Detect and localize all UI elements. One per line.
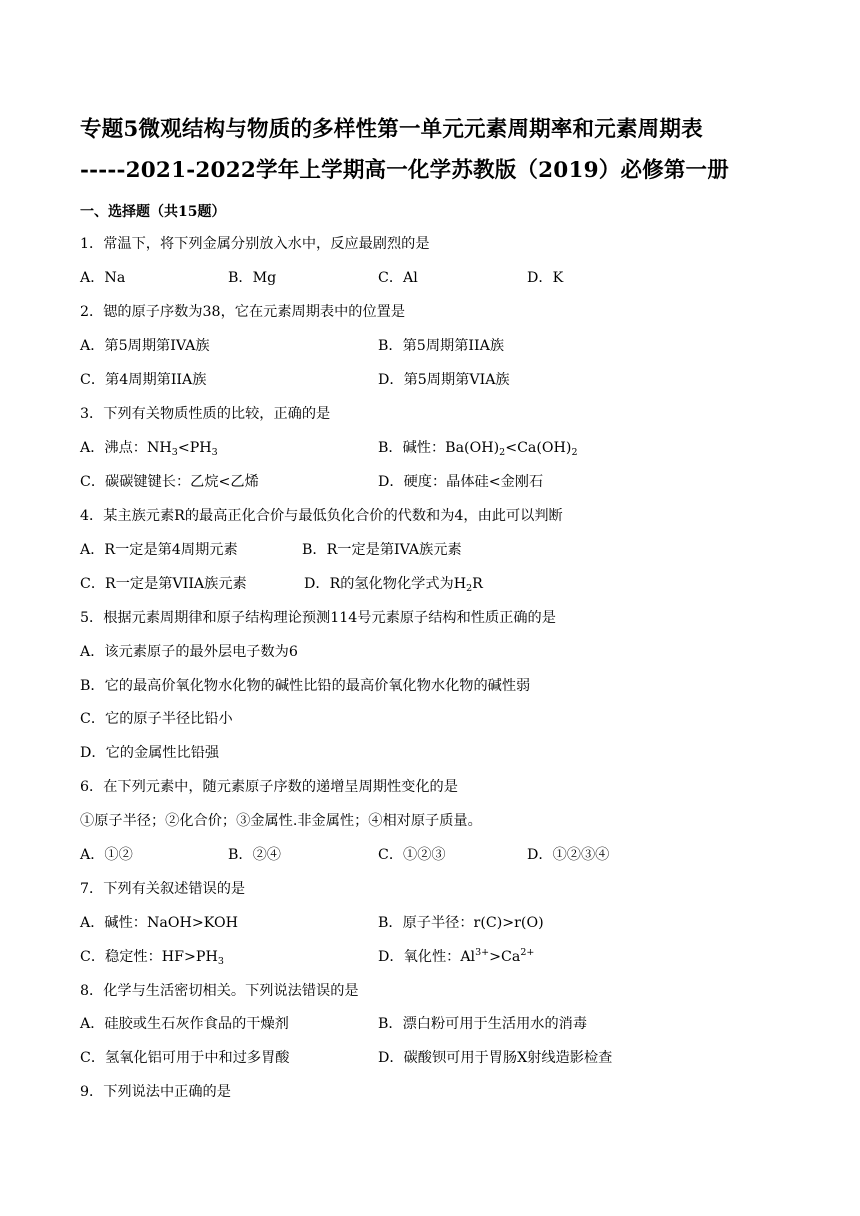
question-3-option-c: C．碳碳键键长：乙烷<乙烯 (80, 474, 259, 490)
question-8-option-b: B．漂白粉可用于生活用水的消毒 (378, 1016, 588, 1032)
section-heading: 一、选择题（共15题） (80, 204, 226, 220)
question-4-option-b: B．R一定是第IVA族元素 (302, 542, 462, 558)
question-4-option-c: C．R一定是第VIIA族元素 (80, 576, 247, 592)
question-7-option-a: A．碱性：NaOH>KOH (80, 915, 238, 931)
question-5-option-c: C．它的原子半径比铅小 (80, 711, 233, 727)
question-3-stem: 3．下列有关物质性质的比较，正确的是 (80, 406, 331, 422)
question-8-option-d: D．碳酸钡可用于胃肠X射线造影检查 (378, 1050, 613, 1066)
question-2-stem: 2．锶的原子序数为38，它在元素周期表中的位置是 (80, 304, 406, 320)
question-2-option-a: A．第5周期第IVA族 (80, 338, 210, 354)
question-1-option-a: A．Na (80, 270, 126, 286)
question-1-option-d: D．K (527, 270, 564, 286)
question-1-stem: 1．常温下，将下列金属分别放入水中，反应最剧烈的是 (80, 236, 430, 252)
question-6-option-d: D．①②③④ (527, 847, 610, 863)
question-6-items: ①原子半径；②化合价；③金属性.非金属性；④相对原子质量。 (80, 813, 482, 829)
question-5-option-b: B．它的最高价氧化物水化物的碱性比铅的最高价氧化物水化物的碱性弱 (80, 678, 531, 694)
question-7-option-d: D．氧化性：$Al^{3+}>Ca^{2+}$ (378, 947, 535, 965)
question-7-option-c: C．稳定性：$HF>PH_3$ (80, 949, 224, 967)
question-2-option-b: B．第5周期第IIA族 (378, 338, 505, 354)
question-7-option-b: B．原子半径：r(C)>r(O) (378, 915, 544, 931)
question-1-option-c: C．Al (378, 270, 418, 286)
question-8-option-c: C．氢氧化铝可用于中和过多胃酸 (80, 1050, 290, 1066)
document-title-line2: -----2021-2022学年上学期高一化学苏教版（2019）必修第一册 (80, 158, 729, 183)
question-3-option-d: D．硬度：晶体硅<金刚石 (378, 474, 544, 490)
question-8-stem: 8．化学与生活密切相关。下列说法错误的是 (80, 983, 359, 999)
question-9-stem: 9．下列说法中正确的是 (80, 1084, 231, 1100)
question-1-option-b: B．Mg (228, 270, 277, 286)
question-6-option-b: B．②④ (228, 847, 281, 863)
question-4-option-d: D．R的氢化物化学式为$H_2R$ (304, 576, 483, 594)
question-5-option-a: A．该元素原子的最外层电子数为6 (80, 644, 298, 660)
question-7-stem: 7．下列有关叙述错误的是 (80, 881, 246, 897)
question-6-stem: 6．在下列元素中，随元素原子序数的递增呈周期性变化的是 (80, 779, 458, 795)
question-6-option-a: A．①② (80, 847, 133, 863)
question-8-option-a: A．硅胶或生石灰作食品的干燥剂 (80, 1016, 289, 1032)
question-6-option-c: C．①②③ (378, 847, 446, 863)
question-4-stem: 4．某主族元素R的最高正化合价与最低负化合价的代数和为4，由此可以判断 (80, 508, 563, 524)
question-2-option-d: D．第5周期第VIA族 (378, 372, 510, 388)
document-title-line1: 专题5微观结构与物质的多样性第一单元元素周期率和元素周期表 (80, 117, 703, 142)
question-2-option-c: C．第4周期第IIA族 (80, 372, 207, 388)
question-4-option-a: A．R一定是第4周期元素 (80, 542, 238, 558)
question-5-stem: 5．根据元素周期律和原子结构理论预测114号元素原子结构和性质正确的是 (80, 610, 556, 626)
question-3-option-a: A．沸点：$NH_3<PH_3$ (80, 440, 218, 458)
question-3-option-b: B．碱性：$Ba(OH)_2<Ca(OH)_2$ (378, 440, 578, 458)
question-5-option-d: D．它的金属性比铅强 (80, 745, 220, 761)
